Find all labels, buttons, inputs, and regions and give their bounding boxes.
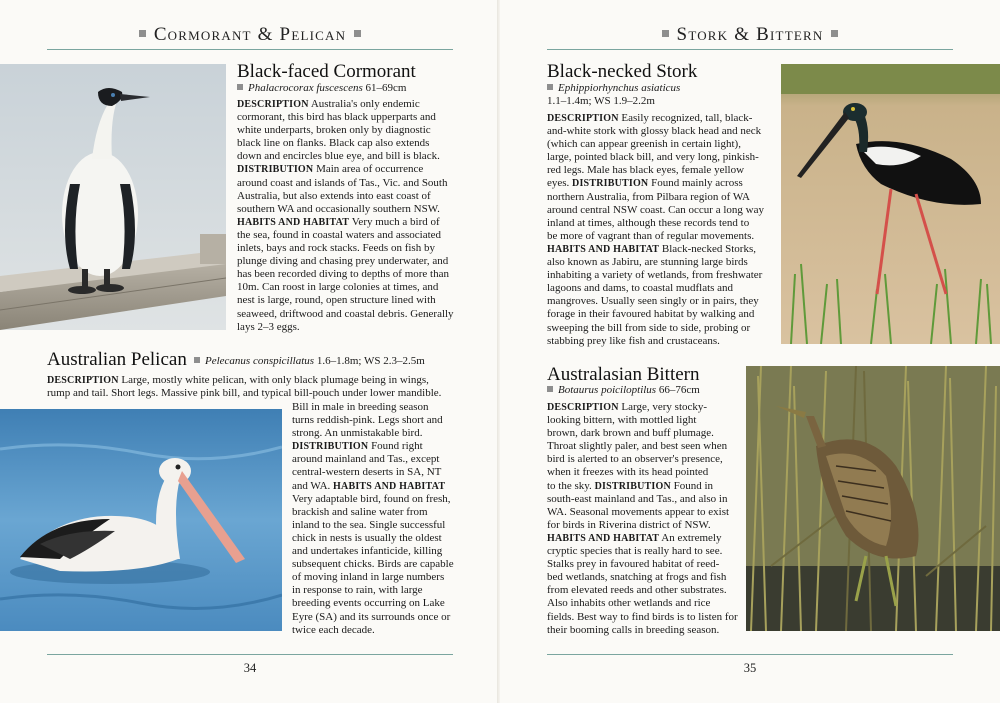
header-bullet-icon (139, 30, 146, 37)
section-label: DESCRIPTION (47, 375, 119, 386)
header-text: Cormorant & Pelican (153, 24, 347, 45)
bullet-icon (547, 386, 553, 392)
text-line (547, 269, 764, 282)
text-line (547, 164, 764, 177)
text-line (292, 571, 454, 584)
text-line (47, 374, 441, 387)
text-line (292, 624, 454, 637)
text-line (237, 111, 454, 124)
text-line (292, 506, 454, 519)
footer-rule (47, 654, 453, 655)
line-text: to the sky. (547, 479, 595, 492)
line-text: around coast and islands of Tas., Vic. and South (237, 176, 448, 189)
line-text: turns reddish-pink. Legs short and (292, 414, 443, 427)
text-line (547, 138, 764, 151)
text-line (547, 335, 764, 348)
text-line (292, 597, 454, 610)
line-text: when it freezes with its head pointed (547, 466, 709, 479)
line-text: lays 2–3 eggs. (237, 320, 300, 333)
line-text: and undertakes infanticide, killing (292, 545, 443, 558)
sci-name-stork (547, 82, 680, 95)
species-name-pelican (47, 349, 187, 371)
line-text: forage in their favoured habitat by walking and (547, 308, 755, 321)
text-line (547, 191, 764, 204)
text-line (547, 308, 764, 321)
section-label: HABITS AND HABITAT (547, 532, 660, 544)
line-text: chick in nests is usually the oldest (292, 531, 442, 544)
right-page (500, 0, 1000, 703)
text-line (237, 177, 454, 190)
stork-text (547, 112, 764, 348)
line-text: black line on flanks. Black cap also extends (237, 137, 430, 150)
page-number-right: 35 (743, 661, 757, 675)
line-text: stabbing prey like fish and crustaceans. (547, 334, 720, 347)
line-text: Black-necked Storks, (659, 242, 756, 255)
text-line (547, 545, 738, 558)
line-text: rump and tail. Short legs. Massive pink bill, and typical bill-pouch under lower mandible. (47, 387, 442, 400)
bittern-photo (746, 366, 1000, 631)
bittern-text (547, 401, 738, 637)
text-line (237, 255, 454, 268)
line-text: inhabiting a variety of wetlands, from freshwater (547, 269, 763, 282)
size-text: 66–76cm (658, 384, 700, 396)
section-label: DESCRIPTION (547, 402, 619, 413)
line-text: strong. An unmistakable bird. (292, 427, 423, 440)
text-line (547, 256, 764, 269)
text-line (547, 584, 738, 597)
size-stork: 1.1–1.4m; WS 1.9–2.2m (547, 95, 655, 107)
header-bullet-icon (662, 30, 669, 37)
text-line (292, 532, 454, 545)
line-text: looking bittern, with mottled light (547, 414, 697, 427)
text-line (292, 493, 454, 506)
section-label: DISTRIBUTION (572, 178, 649, 190)
line-text: and-white stork with glossy black head and neck (547, 125, 762, 138)
text-line (292, 401, 454, 414)
text-line (237, 242, 454, 255)
text-line (547, 506, 738, 519)
line-text: also known as Jabiru, are stunning large birds (547, 256, 748, 269)
text-line (237, 124, 454, 137)
line-text: fields. Best way to find birds is to listen for (547, 610, 738, 623)
text-line (547, 230, 764, 243)
text-line (237, 137, 454, 150)
running-header-left (47, 24, 453, 46)
line-text: inland to the sea. Single successful (292, 518, 446, 531)
text-line (292, 427, 454, 440)
line-text: be more of vagrant than of regular movements. (547, 229, 755, 242)
section-label: DESCRIPTION (547, 113, 619, 124)
text-line (547, 414, 738, 427)
text-line (547, 401, 738, 414)
line-text: central-western deserts in SA, NT (292, 466, 442, 479)
text-line (292, 414, 454, 427)
text-line (547, 427, 738, 440)
text-line (547, 466, 738, 479)
species-name-stork: Black-necked Stork (547, 61, 698, 82)
line-text: red legs. Male has black eyes, female yellow (547, 164, 745, 177)
text-line (237, 281, 454, 294)
text-line (292, 611, 454, 624)
text-line (547, 282, 764, 295)
line-text: their booming calls in breeding season. (547, 623, 720, 636)
line-text: inlets, bays and rock stacks. Feeds on fish by (237, 242, 435, 255)
line-text: large, pointed black bill, and very long, pinkish- (547, 151, 759, 164)
section-label: HABITS AND HABITAT (333, 480, 446, 492)
line-text: twice each decade. (292, 623, 375, 636)
footer-rule (547, 654, 953, 655)
text-line (547, 532, 738, 545)
line-text: An extremely (659, 531, 722, 544)
cormorant-text (237, 98, 454, 334)
text-line (547, 624, 738, 637)
line-text: in response to rain, with large (292, 584, 423, 597)
text-line (292, 558, 454, 571)
text-line (547, 493, 738, 506)
text-line (292, 466, 454, 479)
text-line (547, 558, 738, 571)
line-text: the sea, found in coastal waters and associated (237, 228, 442, 241)
pelican-photo (0, 409, 282, 631)
text-line (237, 229, 454, 242)
line-text: Large, mostly white pelican, with only black plumage being in wings, (118, 374, 429, 386)
text-line (292, 519, 454, 532)
text-line (237, 150, 454, 163)
line-text: Bill in male in breeding season (292, 401, 429, 413)
pelican-text-side (292, 401, 454, 637)
sci-name-cormorant (237, 82, 406, 95)
latin-name: Phalacrocorax fuscescens (248, 82, 363, 94)
line-text: around mainland and Tas., except (292, 453, 440, 466)
line-text: inland at times, although these records tend to (547, 216, 750, 229)
text-line (547, 125, 764, 138)
latin-name: Pelecanus conspicillatus (205, 355, 315, 367)
line-text: brackish and saline water from (292, 505, 428, 518)
bullet-icon (237, 84, 243, 90)
header-rule (47, 49, 453, 50)
line-text: 10m. Can roost in large colonies at times, and (237, 281, 439, 294)
text-line (547, 519, 738, 532)
text-line (237, 98, 454, 111)
line-text: subsequent chicks. Birds are capable (292, 558, 454, 571)
header-bullet-icon (831, 30, 838, 37)
text-line (237, 163, 454, 176)
line-text: of moving inland in large numbers (292, 571, 445, 584)
line-text: eyes. (547, 177, 573, 190)
text-line (237, 294, 454, 307)
line-text: Australia's only endemic (308, 98, 420, 110)
line-text: from elevated reeds and other substrates. (547, 584, 727, 597)
section-label: HABITS AND HABITAT (237, 216, 350, 228)
text-line (547, 177, 764, 190)
text-line (547, 112, 764, 125)
line-text: breeding events occurring on Lake (292, 597, 445, 610)
latin-name: Ephippiorhynchus asiaticus (558, 82, 681, 94)
section-label: DISTRIBUTION (594, 480, 671, 492)
header-rule (547, 49, 953, 50)
line-text: Easily recognized, tall, black- (618, 112, 753, 124)
line-text: down and encircles blue eye, and bill is black. (237, 150, 440, 163)
text-line (237, 268, 454, 281)
species-name-cormorant: Black-faced Cormorant (237, 61, 416, 82)
line-text: Eyre (SA) and its surrounds once or (292, 610, 451, 623)
line-text: Large, very stocky- (618, 401, 708, 413)
bullet-icon (547, 84, 553, 90)
line-text: for birds in Riverina district of NSW. (547, 518, 711, 531)
line-text: mangroves. Usually seen singly or in pairs, they (547, 295, 759, 308)
section-label: DISTRIBUTION (237, 164, 314, 176)
page-number-left: 34 (243, 661, 257, 675)
line-text: plunge diving and chasing prey underwater, and (237, 255, 449, 268)
line-text: bird is alerted to an observer's presence, (547, 453, 723, 466)
line-text: south-east mainland and Tas., and also in (547, 492, 728, 505)
line-text: Found right (368, 440, 423, 453)
line-text: around central NSW coast. Can occur a long way (547, 203, 764, 216)
text-line (237, 203, 454, 216)
line-text: Also inhabits other wetlands and rice (547, 597, 711, 610)
text-line (292, 545, 454, 558)
line-text: seaweed, driftwood and coastal debris. Generally (237, 307, 454, 320)
line-text: brown, dark brown and buff plumage. (547, 427, 714, 440)
text-line (547, 571, 738, 584)
line-text: cryptic species that is really hard to see. (547, 545, 723, 558)
sci-name-pelican (194, 355, 425, 368)
text-line (547, 322, 764, 335)
line-text: (which can appear greenish in certain light), (547, 138, 741, 151)
section-label: DESCRIPTION (237, 99, 309, 110)
line-text: lagoons and dams, to coastal mudflats and (547, 282, 734, 295)
line-text: Very much a bird of (349, 215, 440, 228)
text-line (237, 190, 454, 203)
text-line (237, 308, 454, 321)
line-text: Found in (670, 479, 714, 492)
line-text: northern Australia, from Pilbara region of WA (547, 190, 750, 203)
text-line (292, 584, 454, 597)
text-line (547, 295, 764, 308)
size-text: 1.6–1.8m; WS 2.3–2.5m (316, 355, 425, 367)
text-line (547, 480, 738, 493)
section-label: DISTRIBUTION (292, 441, 369, 453)
line-text: Main area of occurrence (313, 163, 424, 176)
line-text: WA. Seasonal movements appear to exist (547, 505, 730, 518)
line-text: Very adaptable bird, found on fresh, (292, 492, 451, 505)
stork-photo (781, 64, 1000, 344)
line-text: sweeping the bill from side to side, probing or (547, 321, 751, 334)
line-text: Stalks prey in favoured habitat of reed- (547, 558, 720, 571)
header-text: Stork & Bittern (676, 24, 824, 45)
header-bullet-icon (354, 30, 361, 37)
size-text: 61–69cm (365, 82, 407, 94)
text-line (547, 453, 738, 466)
section-label: HABITS AND HABITAT (547, 243, 660, 255)
text-line (237, 216, 454, 229)
text-line (47, 387, 441, 400)
text-line (292, 440, 454, 453)
running-header-right (547, 24, 953, 46)
line-text: cormorant, this bird has black upperparts and (237, 111, 436, 124)
line-text: Australia, but also extends into east coast of (237, 189, 431, 202)
text-line (547, 217, 764, 230)
pelican-name: Australian Pelican (47, 349, 187, 370)
latin-name: Botaurus poiciloptilus (558, 384, 657, 396)
text-line (292, 453, 454, 466)
line-text: nest is large, round, open structure lined with (237, 294, 436, 307)
bullet-icon (194, 357, 200, 363)
text-line (547, 597, 738, 610)
text-line (547, 611, 738, 624)
cormorant-photo (0, 64, 226, 330)
line-text: white underparts, broken only by diagnostic (237, 124, 431, 137)
line-text: bed wetlands, snatching at frogs and fish (547, 571, 727, 584)
line-text: has been recorded diving to depths of more than (237, 268, 449, 281)
line-text: Found mainly across (648, 177, 743, 190)
text-line (547, 204, 764, 217)
text-line (547, 151, 764, 164)
line-text: and WA. (292, 479, 334, 492)
pelican-text-full (47, 374, 441, 400)
text-line (547, 243, 764, 256)
line-text: southern WA and occasionally southern NSW. (237, 202, 440, 215)
sci-name-bittern (547, 384, 700, 397)
text-line (292, 480, 454, 493)
text-line (237, 321, 454, 334)
text-line (547, 440, 738, 453)
species-name-bittern: Australasian Bittern (547, 364, 700, 385)
line-text: Throat slightly paler, and best seen when (547, 440, 728, 453)
